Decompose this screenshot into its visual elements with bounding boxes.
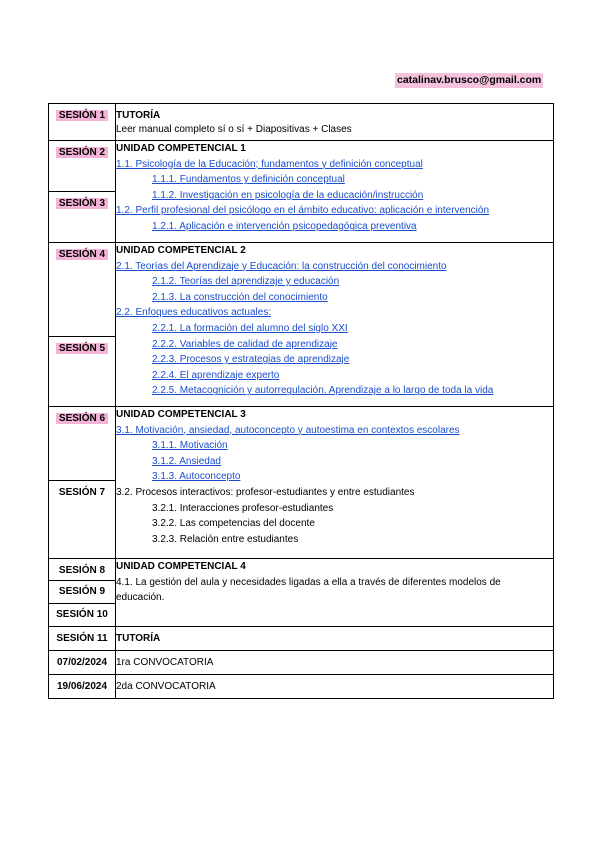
- subtopic-link[interactable]: 1.1.2. Investigación en psicología de la educación/instrucción: [152, 189, 424, 201]
- subtopic-link[interactable]: 2.2.4. El aprendizaje experto: [152, 369, 280, 381]
- divider: [49, 580, 115, 581]
- content-cell: [116, 651, 554, 675]
- date-label-cell: [49, 675, 116, 699]
- subtopic-link[interactable]: 2.2.3. Procesos y estrategias de aprendizaje: [152, 354, 350, 366]
- date-label-cell: [49, 651, 116, 675]
- unit-heading: UNIDAD COMPETENCIAL 3: [116, 409, 246, 420]
- session-label: SESIÓN 5: [56, 343, 108, 354]
- content-cell: [116, 627, 554, 651]
- subtopic-text: 3.2.3. Relación entre estudiantes: [152, 533, 299, 545]
- row-text: 2da CONVOCATORIA: [116, 681, 216, 692]
- subtopic-link[interactable]: 2.2.5. Metacognición y autorregulación. Aprendizaje a lo largo de toda la vida: [152, 385, 494, 397]
- content-cell: [116, 559, 554, 627]
- session-label: SESIÓN 3: [56, 198, 108, 209]
- row-text: TUTORÍA: [116, 633, 161, 644]
- table-row: [49, 675, 554, 699]
- date-label: 07/02/2024: [56, 657, 108, 668]
- subtopic-link[interactable]: 2.1.3. La construcción del conocimiento: [152, 291, 328, 303]
- subtopic-link[interactable]: 1.2.1. Aplicación e intervención psicopedagógica preventiva: [152, 220, 417, 232]
- session-label-cell: [49, 627, 116, 651]
- subtopic-link[interactable]: 3.1.1. Motivación: [152, 440, 228, 452]
- subtopic-link[interactable]: 3.1.3. Autoconcepto: [152, 471, 241, 483]
- subtopic-link[interactable]: 3.1.2. Ansiedad: [152, 455, 221, 467]
- session-label: SESIÓN 11: [56, 633, 108, 644]
- content-cell: [116, 675, 554, 699]
- unit-text: 4.1. La gestión del aula y necesidades ligadas a ella a través de diferentes modelos de educación.: [116, 576, 501, 604]
- session-label-cell: [49, 104, 116, 141]
- session-label-cell: [49, 243, 116, 407]
- topic-link[interactable]: 1.1. Psicología de la Educación; fundamentos y definición conceptual: [116, 158, 423, 170]
- unit-heading: UNIDAD COMPETENCIAL 2: [116, 245, 246, 256]
- divider: [49, 336, 115, 337]
- unit-heading: UNIDAD COMPETENCIAL 4: [116, 561, 246, 572]
- subtopic-link[interactable]: 2.2.2. Variables de calidad de aprendizaje: [152, 338, 338, 350]
- subtopic-link[interactable]: 2.1.2. Teorías del aprendizaje y educación: [152, 276, 340, 288]
- session-label: SESIÓN 4: [56, 249, 108, 260]
- session-label-cell: [49, 559, 116, 627]
- content-cell: [116, 104, 554, 141]
- topic-link[interactable]: 2.1. Teorías del Aprendizaje y Educación: la construcción del conocimiento: [116, 260, 447, 272]
- topic-link[interactable]: 2.2. Enfoques educativos actuales:: [116, 307, 272, 319]
- row-text: 1ra CONVOCATORIA: [116, 657, 214, 668]
- topic-link[interactable]: 1.2. Perfil profesional del psicólogo en el ámbito educativo: aplicación e intervención: [116, 205, 490, 217]
- table-row: [49, 104, 554, 141]
- content-cell: [116, 141, 554, 243]
- divider: [49, 191, 115, 192]
- content-cell: [116, 243, 554, 407]
- session-label: SESIÓN 8: [58, 565, 106, 576]
- table-row: [49, 627, 554, 651]
- divider: [49, 480, 115, 481]
- table-row: [49, 559, 554, 627]
- session-label: SESIÓN 1: [56, 110, 108, 121]
- divider: [49, 603, 115, 604]
- subtopic-link[interactable]: 1.1.1. Fundamentos y definición conceptual: [152, 174, 345, 186]
- topic-link[interactable]: 3.1. Motivación, ansiedad, autoconcepto y autoestima en contextos escolares: [116, 424, 460, 436]
- table-row: [49, 243, 554, 407]
- table-row: [49, 407, 554, 559]
- email-address: catalinav.brusco@gmail.com: [397, 74, 542, 86]
- table-row: [49, 651, 554, 675]
- table-row: [49, 141, 554, 243]
- date-label: 19/06/2024: [56, 681, 108, 692]
- subtopic-link[interactable]: 2.2.1. La formación del alumno del siglo XXI: [152, 322, 348, 334]
- session-label-cell: [49, 407, 116, 559]
- subtopic-text: 3.2.2. Las competencias del docente: [152, 518, 315, 530]
- topic-text: 3.2. Procesos interactivos: profesor-estudiantes y entre estudiantes: [116, 486, 415, 498]
- session-label: SESIÓN 9: [58, 586, 106, 597]
- session-label: SESIÓN 10: [56, 609, 108, 620]
- session-label: SESIÓN 6: [56, 413, 108, 424]
- session-label-cell: [49, 141, 116, 243]
- session-label: SESIÓN 2: [56, 147, 108, 158]
- session-label: SESIÓN 7: [58, 487, 106, 498]
- row-text: Leer manual completo sí o sí + Diapositivas + Clases: [116, 124, 352, 135]
- row-heading: TUTORÍA: [116, 110, 161, 121]
- content-cell: [116, 407, 554, 559]
- subtopic-text: 3.2.1. Interacciones profesor-estudiantes: [152, 502, 334, 514]
- unit-heading: UNIDAD COMPETENCIAL 1: [116, 143, 246, 154]
- schedule-table: [48, 103, 554, 699]
